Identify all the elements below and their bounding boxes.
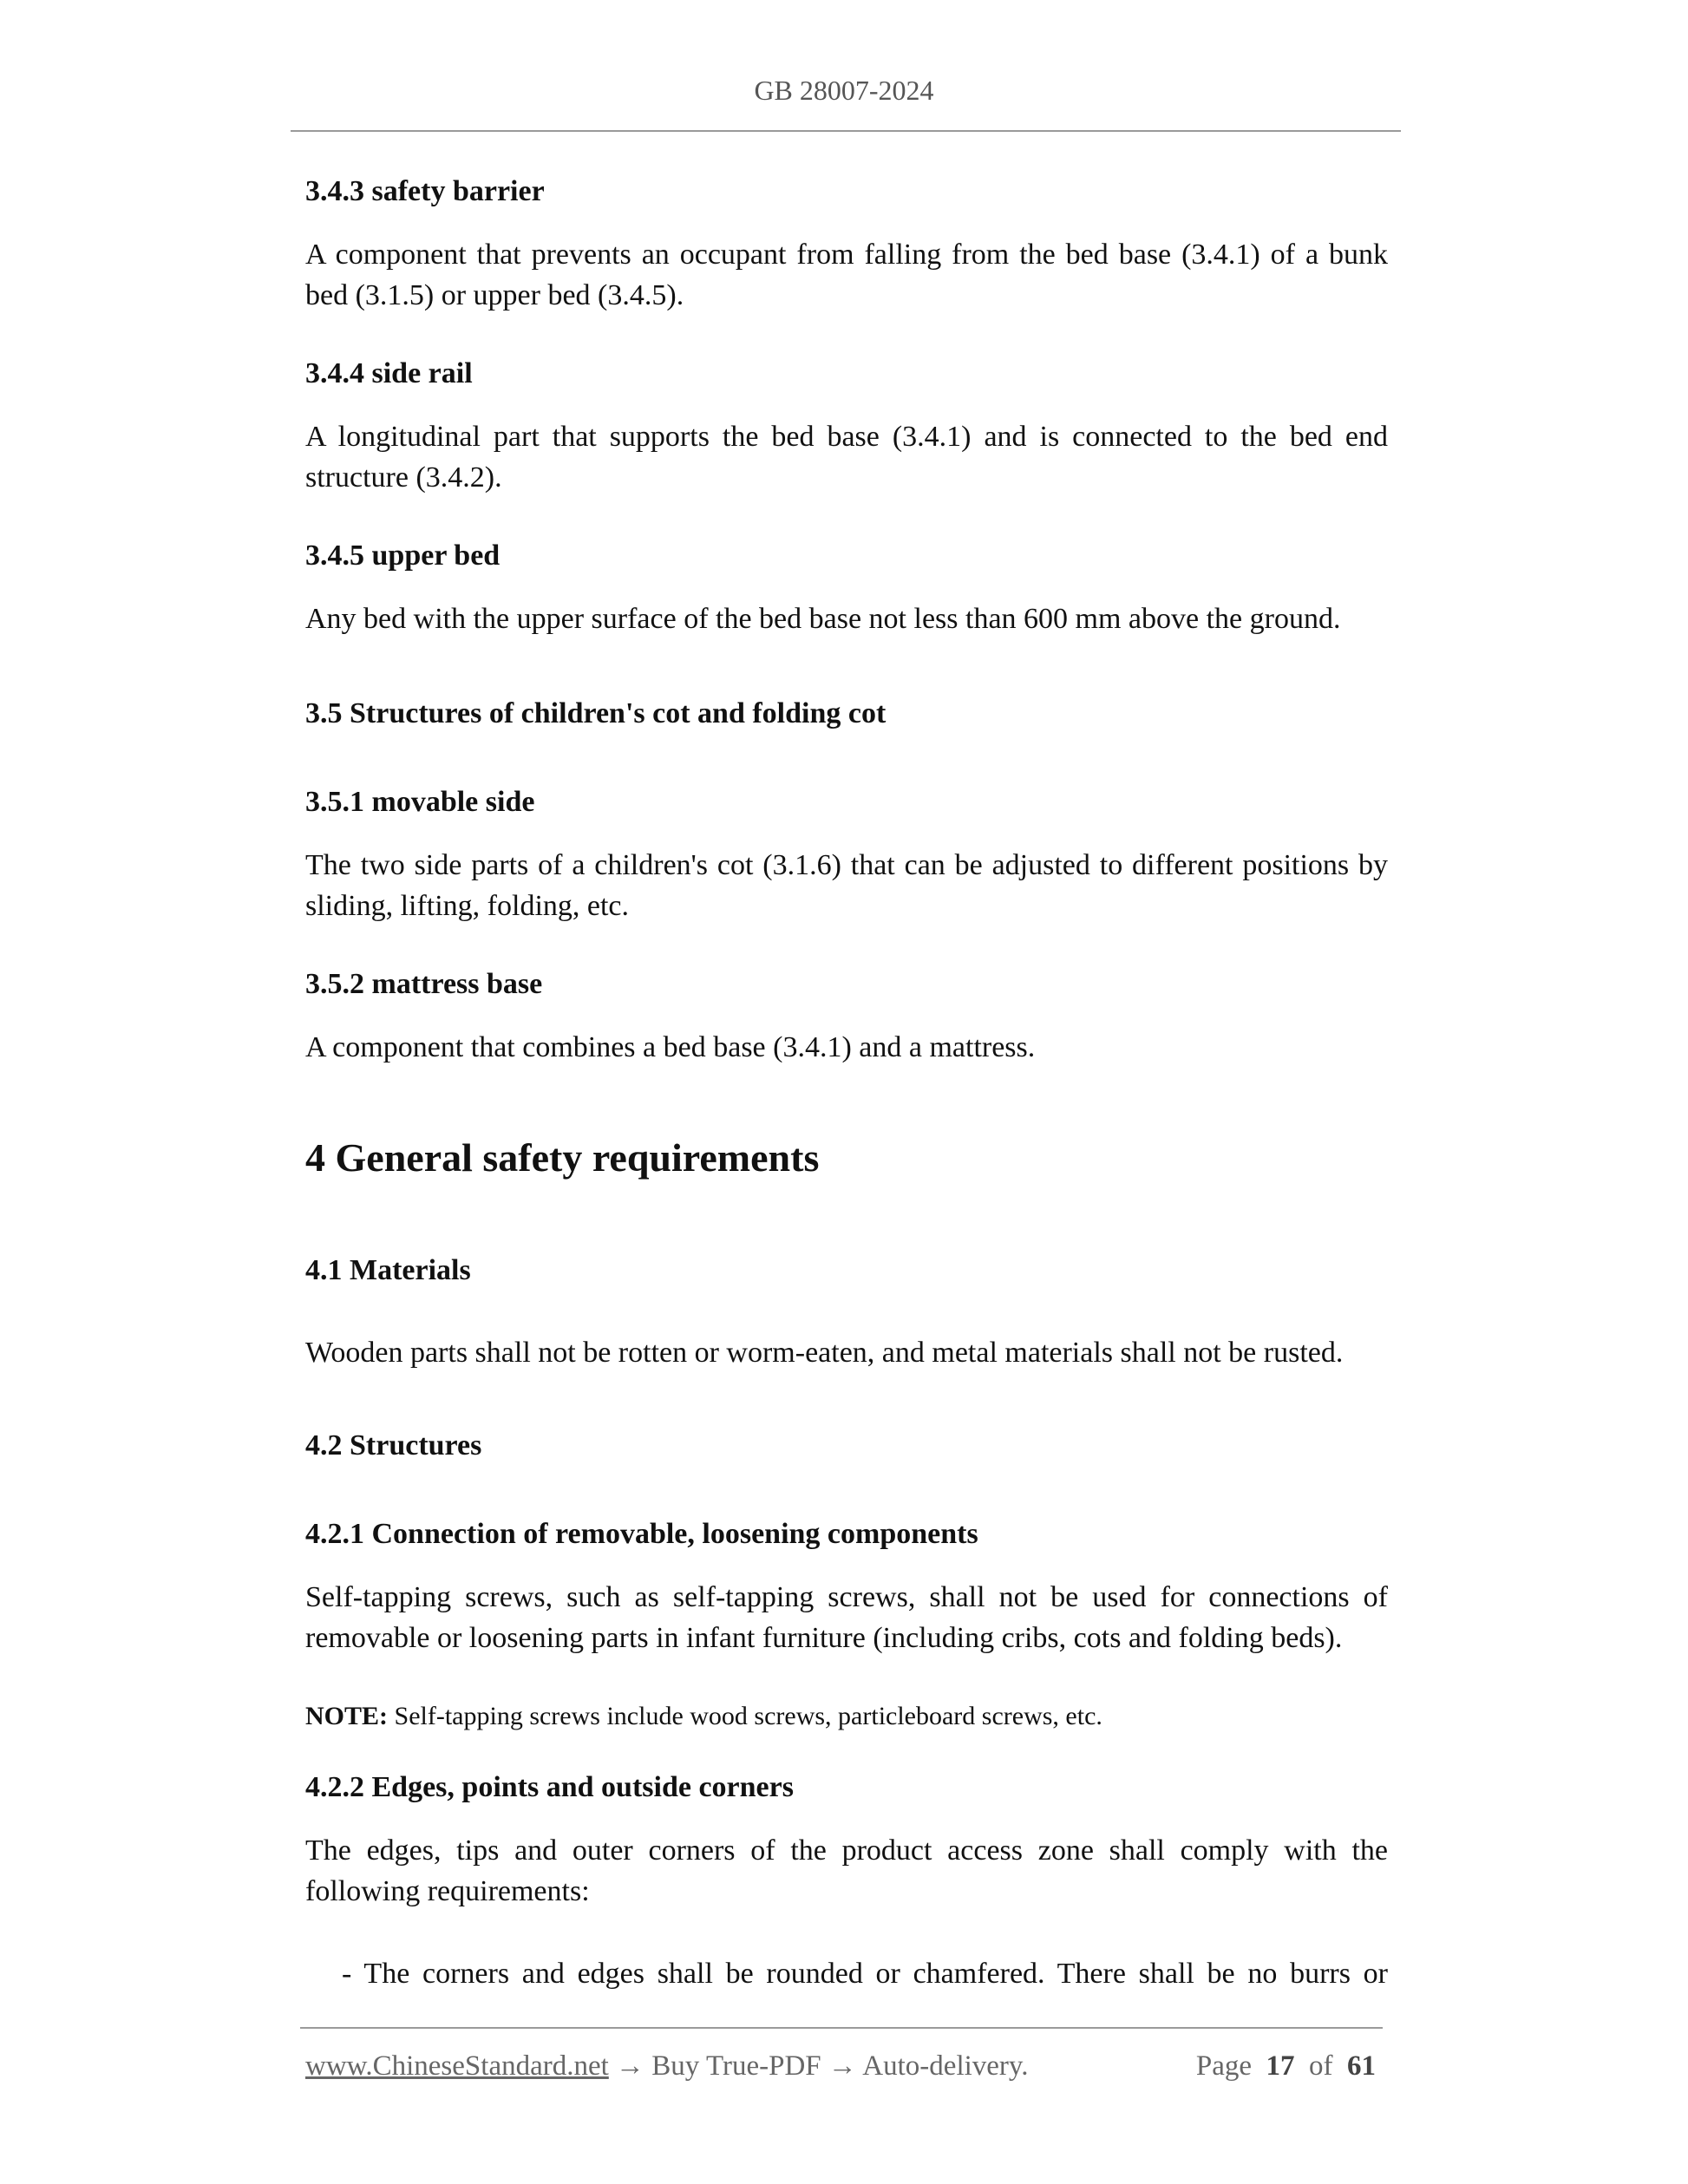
note-text: Self-tapping screws include wood screws, particleboard screws, etc.: [388, 1702, 1102, 1730]
section-4-2-2-text: The edges, tips and outer corners of the product access zone shall comply with the following requirements:: [305, 1834, 1388, 1907]
section-4-1-text: Wooden parts shall not be rotten or worm-eaten, and metal materials shall not be rusted.: [305, 1337, 1344, 1369]
page-number: [1196, 2050, 1376, 2083]
footer-site-link[interactable]: www.ChineseStandard.net: [305, 2050, 609, 2082]
section-3-5-heading: 3.5 Structures of children's cot and folding cot: [305, 697, 887, 729]
page-total: 61: [1347, 2050, 1376, 2082]
section-4-2-1-text: Self-tapping screws, such as self-tapping screws, shall not be used for connections of removable or loosening parts in infant furniture (including cribs, cots and folding beds).: [305, 1581, 1388, 1654]
page-current: 17: [1266, 2050, 1295, 2082]
section-4-1-heading: 4.1 Materials: [305, 1254, 471, 1286]
section-3-4-4-heading: 3.4.4 side rail: [305, 357, 473, 389]
section-3-4-5-heading: 3.4.5 upper bed: [305, 539, 501, 572]
footer-divider: [300, 2027, 1383, 2029]
document-code-header: GB 28007-2024: [754, 75, 934, 106]
note: [305, 1702, 1102, 1731]
footer-promo: [305, 2050, 1029, 2083]
section-4-2-heading: 4.2 Structures: [305, 1429, 482, 1461]
page-of: of: [1309, 2050, 1333, 2082]
section-3-5-2-definition: A component that combines a bed base (3.4.1) and a mattress.: [305, 1031, 1036, 1063]
page-label: Page: [1195, 2050, 1252, 2082]
footer-promo-text: → Buy True-PDF → Auto-delivery.: [608, 2050, 1029, 2082]
section-3-4-5-definition: Any bed with the upper surface of the bed base not less than 600 mm above the ground.: [305, 603, 1341, 635]
header-divider: [291, 130, 1401, 132]
section-3-4-3-heading: 3.4.3 safety barrier: [305, 175, 545, 207]
section-3-4-3-definition: A component that prevents an occupant from falling from the bed base (3.4.1) of a bunk bed (3.1.5) or upper bed (3.4.5).: [305, 239, 1388, 311]
section-4-2-2-bullet: - The corners and edges shall be rounded or chamfered. There shall be no burrs or: [342, 1958, 1388, 1990]
note-label: NOTE:: [305, 1702, 389, 1730]
section-3-5-2-heading: 3.5.2 mattress base: [305, 968, 543, 1000]
section-3-5-1-definition: The two side parts of a children's cot (3.1.6) that can be adjusted to different positions by sliding, lifting, folding, etc.: [305, 849, 1388, 922]
section-3-4-4-definition: A longitudinal part that supports the bed base (3.4.1) and is connected to the bed end structure (3.4.2).: [305, 421, 1388, 494]
chapter-4-heading: 4 General safety requirements: [305, 1135, 820, 1180]
section-4-2-2-heading: 4.2.2 Edges, points and outside corners: [305, 1771, 794, 1803]
section-3-5-1-heading: 3.5.1 movable side: [305, 786, 535, 818]
section-4-2-1-heading: 4.2.1 Connection of removable, loosening components: [305, 1518, 978, 1550]
